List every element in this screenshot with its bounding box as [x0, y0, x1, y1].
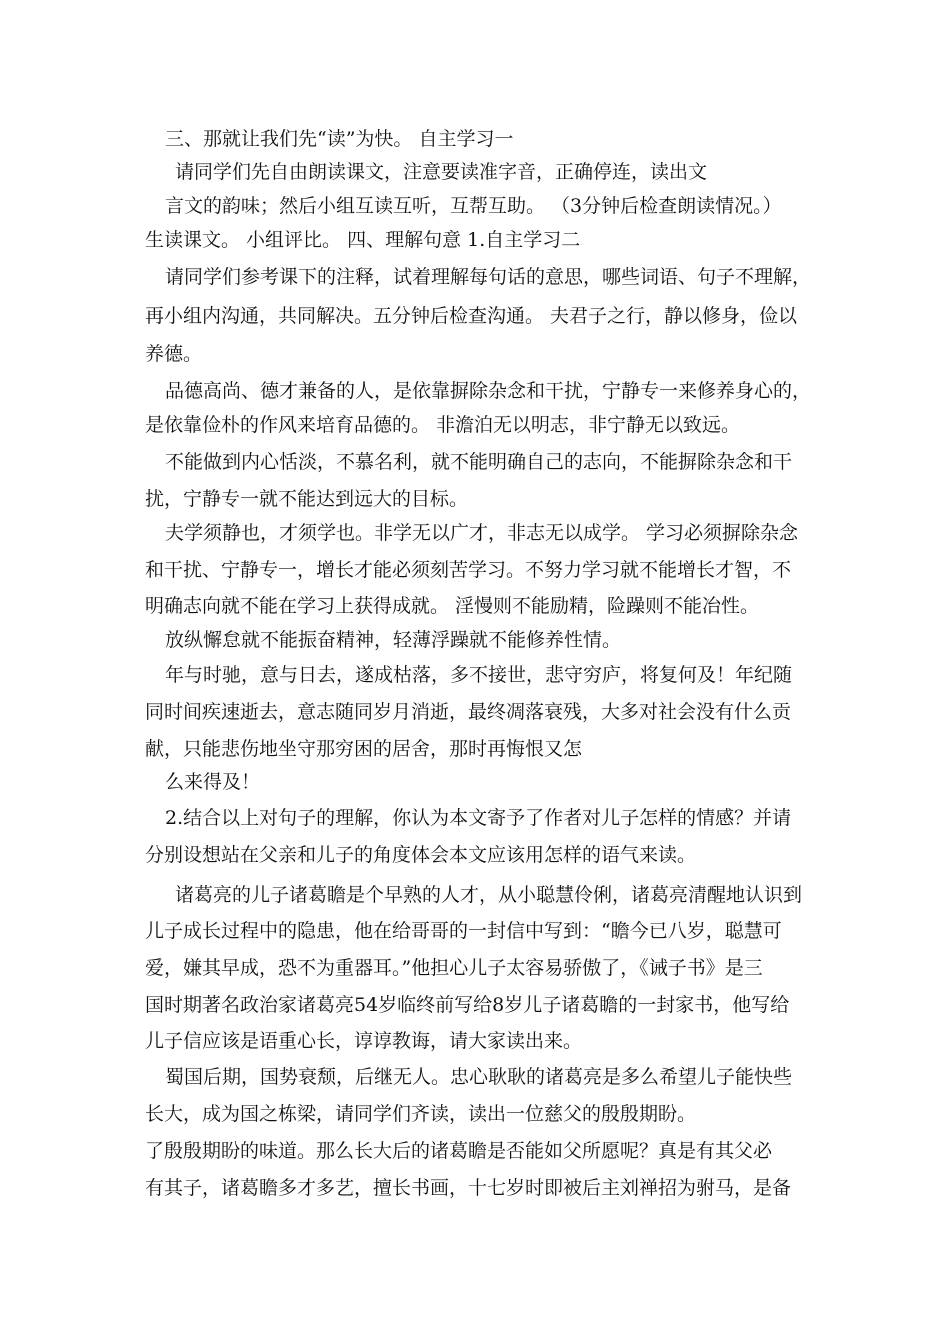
text-line: 生读课文。 小组评比。 四、理解句意 1.自主学习二	[145, 229, 581, 251]
text-line: 了殷殷期盼的味道。那么长大后的诸葛瞻是否能如父所愿呢？真是有其父必	[145, 1140, 773, 1162]
text-line: 请同学们参考课下的注释，试着理解每句话的意思，哪些词语、句子不理解，	[165, 266, 812, 288]
text-line: 爱，嫌其早成，恐不为重器耳。”他担心儿子太容易骄傲了，《诫子书》是三	[145, 957, 763, 979]
text-line: 是依靠俭朴的作风来培育品德的。 非澹泊无以明志，非宁静无以致远。	[145, 414, 741, 436]
text-line: 蜀国后期，国势衰颓，后继无人。忠心耿耿的诸葛亮是多么希望儿子能快些	[165, 1066, 793, 1088]
text-line: 2.结合以上对句子的理解，你认为本文寄予了作者对儿子怎样的情感？并请	[165, 807, 792, 829]
text-line: 儿子成长过程中的隐患，他在给哥哥的一封信中写到：“瞻今已八岁，聪慧可	[145, 920, 782, 942]
text-line: 同时间疾速逝去，意志随同岁月消逝，最终凋落衰残，大多对社会没有什么贡	[145, 701, 792, 723]
text-line: 养德。	[145, 343, 203, 365]
text-line: 再小组内沟通，共同解决。五分钟后检查沟通。 夫君子之行，静以修身，俭以	[145, 305, 798, 327]
text-line: 儿子信应该是语重心长，谆谆教诲，请大家读出来。	[145, 1030, 583, 1052]
text-line: 品德高尚、德才兼备的人，是依靠摒除杂念和干扰，宁静专一来修养身心的，	[165, 380, 812, 402]
text-line: 诸葛亮的儿子诸葛瞻是个早熟的人才，从小聪慧伶俐，诸葛亮清醒地认识到	[175, 884, 803, 906]
text-line: 长大，成为国之栋梁，请同学们齐读，读出一位慈父的殷殷期盼。	[145, 1103, 697, 1125]
text-line: 分别设想站在父亲和儿子的角度体会本文应该用怎样的语气来读。	[145, 844, 697, 866]
text-line: 国时期著名政治家诸葛亮54岁临终前写给8岁儿子诸葛瞻的一封家书，他写给	[145, 994, 790, 1016]
text-line: 不能做到内心恬淡，不慕名利，就不能明确自己的志向，不能摒除杂念和干	[165, 451, 793, 473]
text-line: 扰，宁静专一就不能达到远大的目标。	[145, 488, 469, 510]
text-line: 三、那就让我们先“读”为快。 自主学习一	[165, 128, 514, 150]
text-line: 言文的韵味；然后小组互读互听，互帮互助。 （3分钟后检查朗读情况。）	[165, 195, 782, 217]
text-line: 请同学们先自由朗读课文，注意要读准字音，正确停连，读出文	[175, 161, 708, 183]
text-line: 献，只能悲伤地坐守那穷困的居舍，那时再悔恨又怎	[145, 738, 583, 760]
text-line: 年与时驰，意与日去，遂成枯落，多不接世，悲守穷庐，将复何及！年纪随	[165, 664, 793, 686]
text-line: 放纵懈怠就不能振奋精神，轻薄浮躁就不能修养性情。	[165, 629, 622, 651]
text-line: 明确志向就不能在学习上获得成就。 淫慢则不能励精，险躁则不能冶性。	[145, 595, 760, 617]
text-line: 夫学须静也，才须学也。非学无以广才，非志无以成学。 学习必须摒除杂念	[165, 522, 799, 544]
text-line: 么来得及！	[165, 771, 261, 793]
text-line: 和干扰、宁静专一，增长才能必须刻苦学习。不努力学习就不能增长才智，不	[145, 559, 792, 581]
text-line: 有其子，诸葛瞻多才多艺，擅长书画，十七岁时即被后主刘禅招为驸马，是备	[145, 1177, 792, 1199]
